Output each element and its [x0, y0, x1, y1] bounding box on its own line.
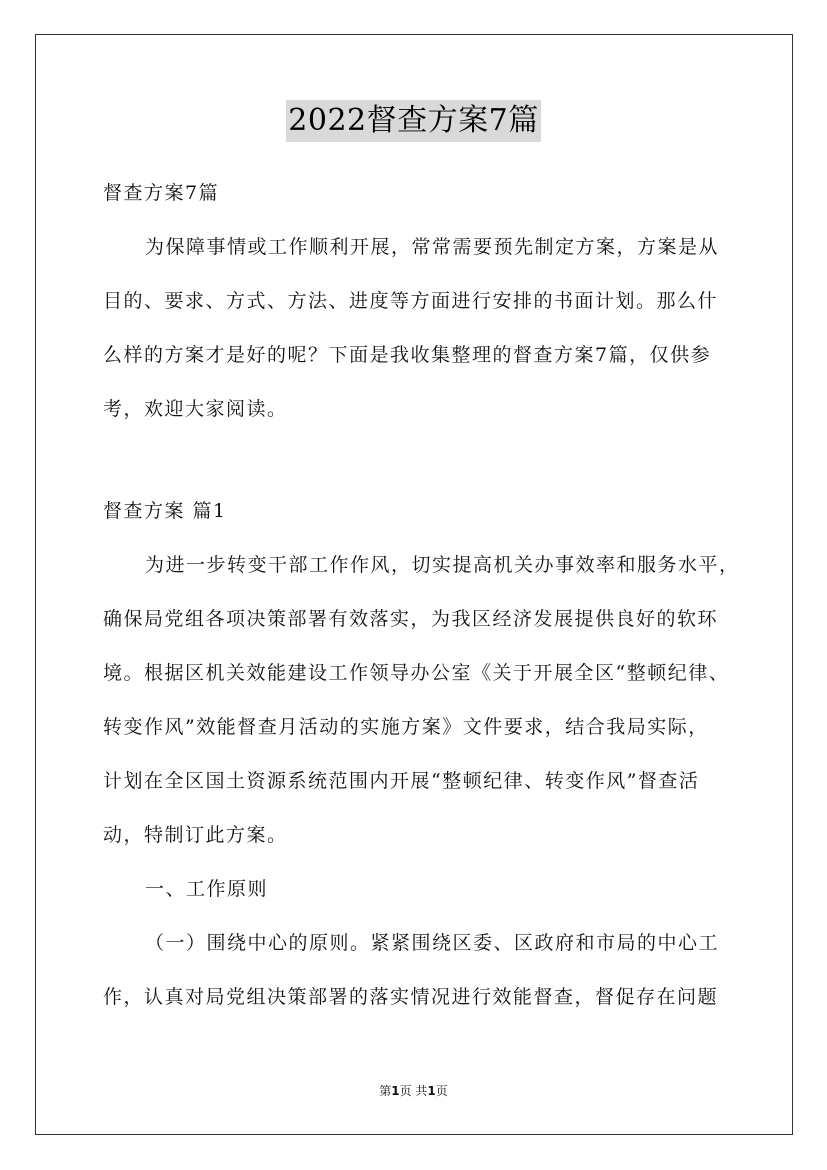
footer-page-prefix: 第 — [379, 1084, 392, 1098]
document-title: 2022督查方案7篇 — [286, 100, 540, 142]
intro-line: 目的、要求、方式、方法、进度等方面进行安排的书面计划。那么什 — [103, 290, 719, 312]
intro-line: 考，欢迎大家阅读。 — [103, 398, 288, 420]
principles-heading: 一、工作原则 — [145, 878, 269, 900]
section-line: 确保局党组各项决策部署有效落实，为我区经济发展提供良好的软环 — [103, 608, 719, 630]
document-body — [103, 173, 740, 1031]
principle-line: 作，认真对局党组决策部署的落实情况进行效能督查，督促存在问题 — [103, 986, 719, 1008]
section-line: 为进一步转变干部工作作风，切实提高机关办事效率和服务水平， — [145, 554, 740, 576]
section-line: 转变作风”效能督查月活动的实施方案》文件要求，结合我局实际， — [103, 716, 709, 738]
footer-page-total: 1 — [427, 1084, 436, 1098]
section-line: 计划在全区国土资源系统范围内开展“整顿纪律、转变作风”督查活 — [103, 770, 700, 792]
paragraph-gap — [103, 443, 733, 491]
title-wrap — [0, 100, 827, 142]
page-footer — [0, 1082, 827, 1099]
section-line: 境。根据区机关效能建设工作领导办公室《关于开展全区“整顿纪律、 — [103, 662, 730, 684]
intro-line: 为保障事情或工作顺利开展，常常需要预先制定方案，方案是从 — [145, 236, 720, 258]
principle-line: （一）围绕中心的原则。紧紧围绕区委、区政府和市局的中心工 — [145, 932, 720, 954]
section-line: 动，特制订此方案。 — [103, 824, 288, 846]
intro-line: 么样的方案才是好的呢？下面是我收集整理的督查方案7篇，仅供参 — [103, 344, 712, 366]
subtitle: 督查方案7篇 — [103, 182, 220, 204]
section-heading: 督查方案 篇1 — [103, 500, 227, 522]
footer-page-suffix: 页 — [435, 1084, 448, 1098]
footer-page-mid: 页 共 — [399, 1084, 428, 1098]
footer-page-current: 1 — [391, 1084, 400, 1098]
